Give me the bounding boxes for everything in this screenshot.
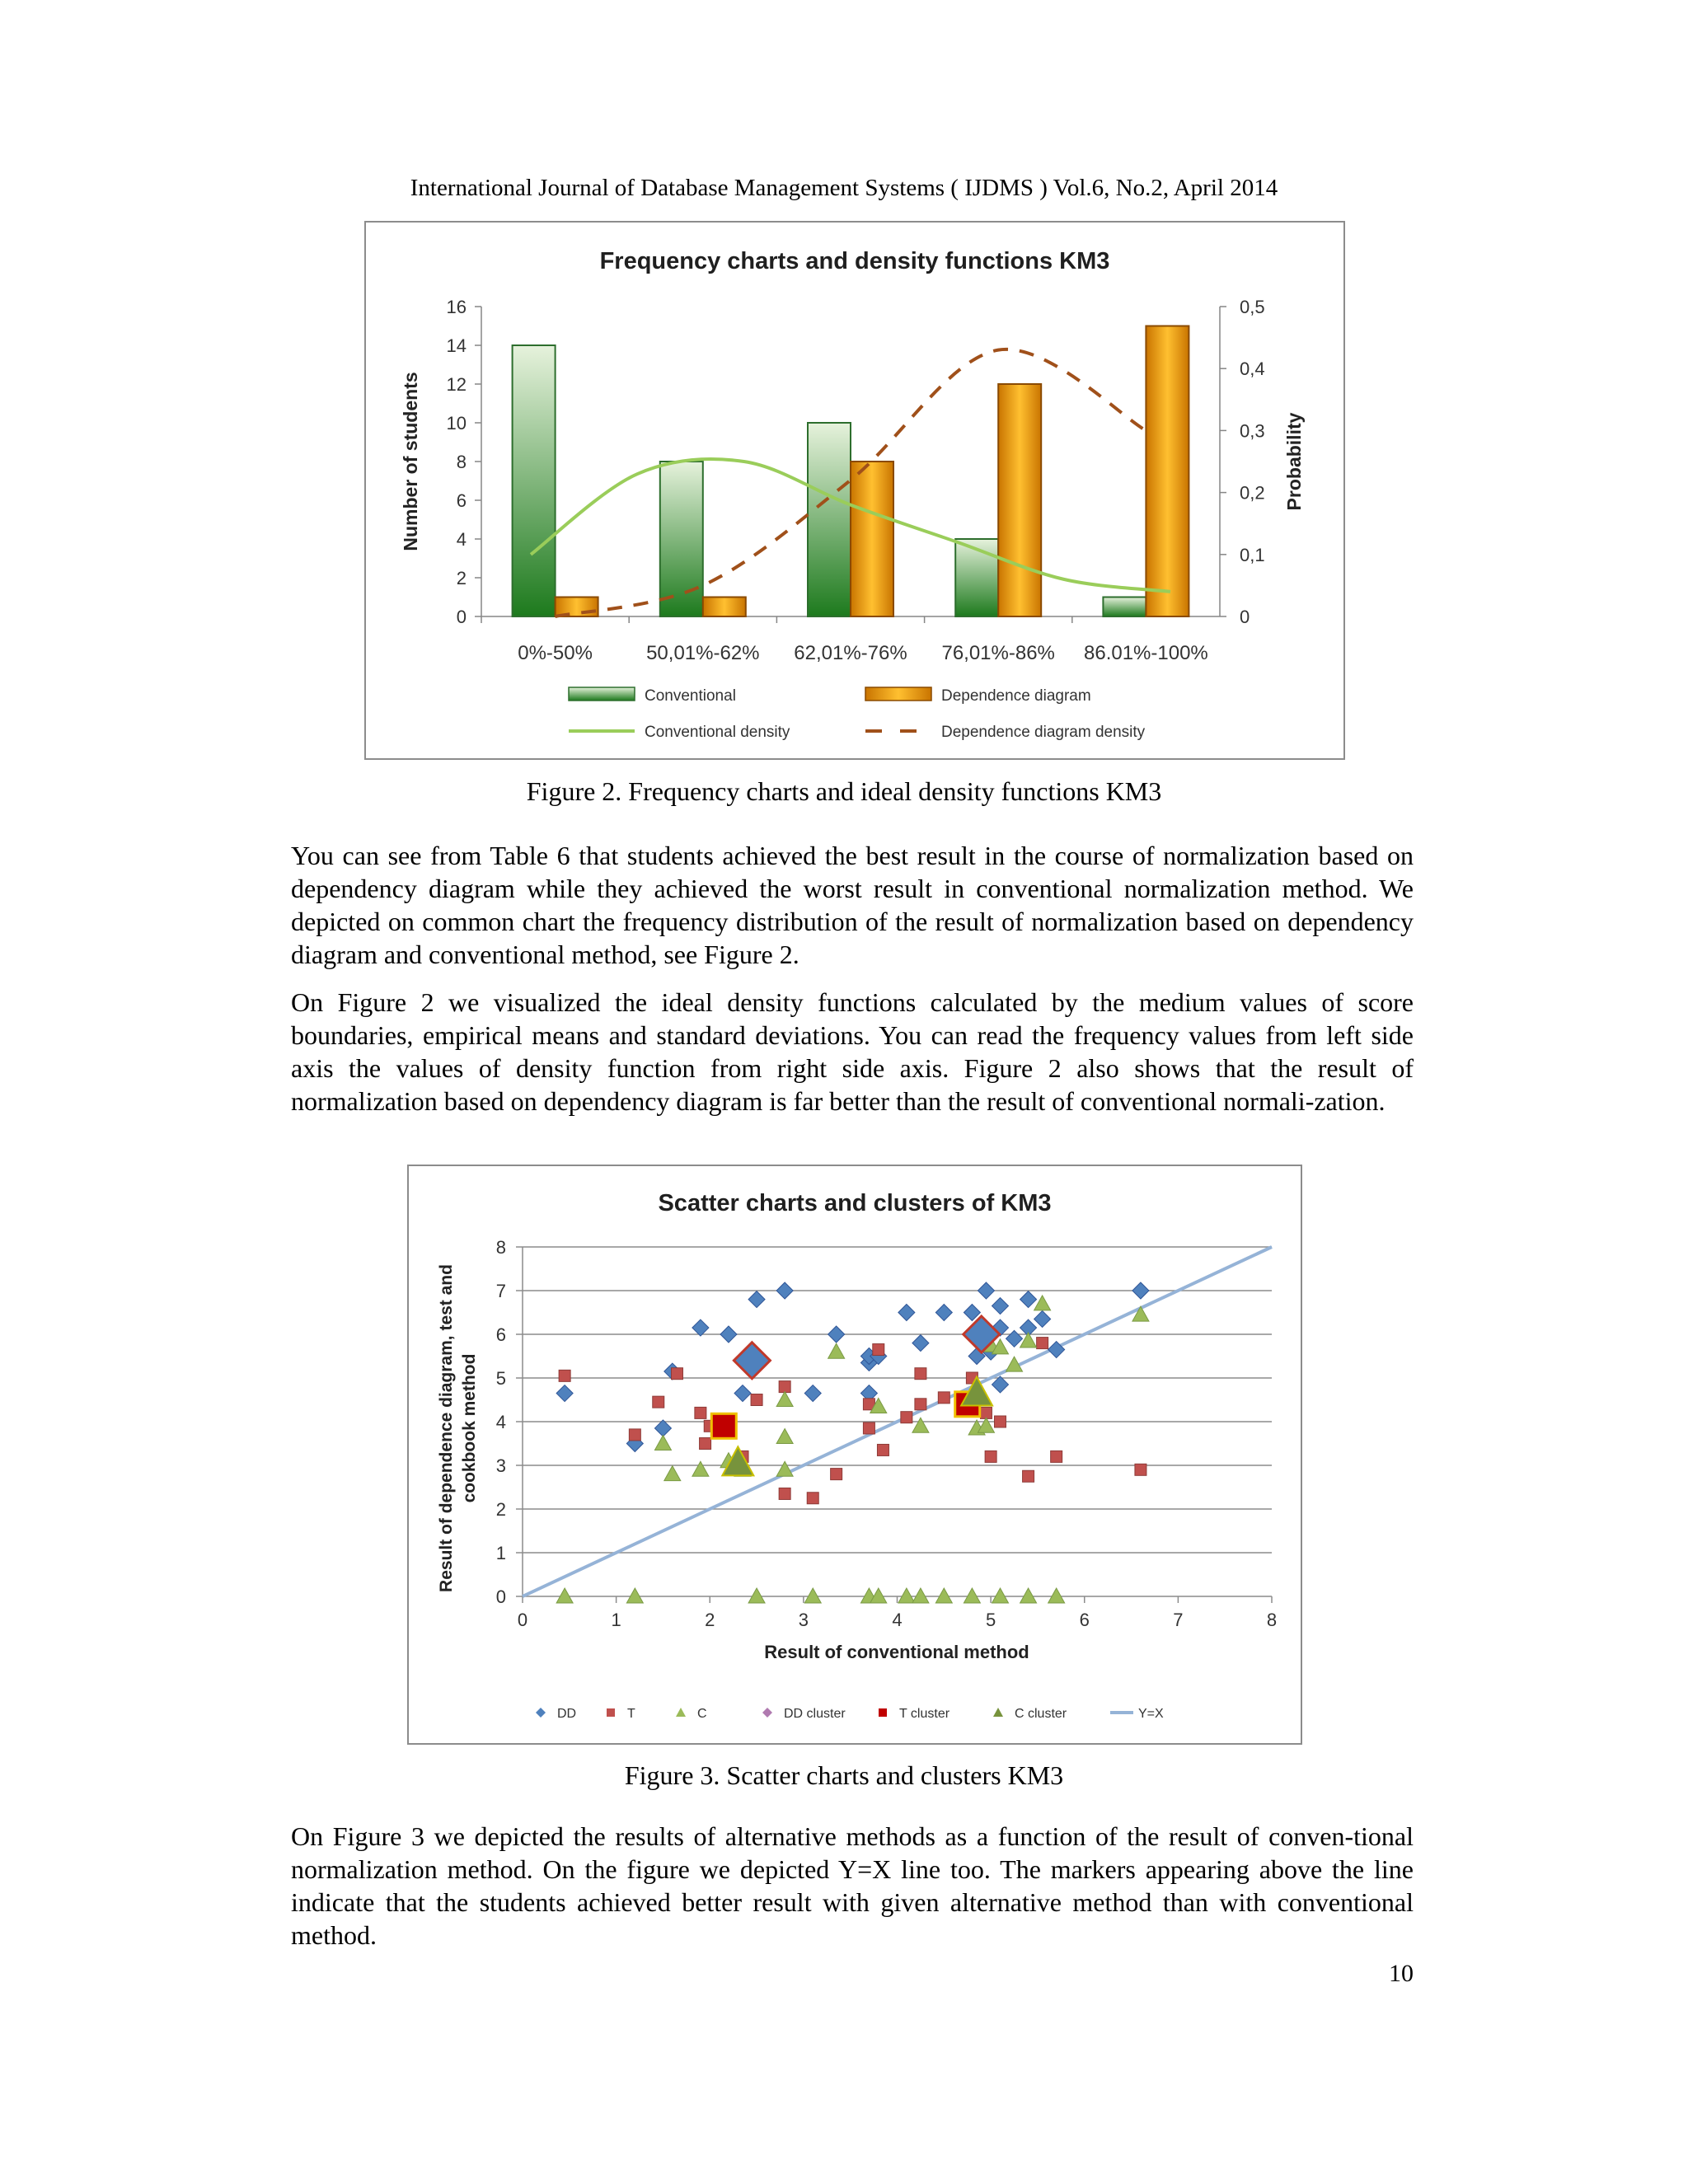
scatter-chart bbox=[409, 1166, 1301, 1743]
point-t bbox=[653, 1396, 664, 1408]
bar-conventional bbox=[660, 462, 703, 616]
point-c bbox=[964, 1588, 980, 1603]
x-tick-label: 0%-50% bbox=[518, 642, 593, 664]
legend-dependence-diagram-swatch bbox=[865, 687, 931, 701]
page-number: 10 bbox=[1389, 1960, 1414, 1987]
y-tick-label: 4 bbox=[495, 1412, 506, 1432]
legend-label-t: T bbox=[627, 1707, 635, 1721]
point-t bbox=[915, 1399, 926, 1410]
legend-swatch-dd-cluster bbox=[762, 1708, 772, 1718]
point-dd bbox=[748, 1291, 765, 1308]
x-tick-label: 5 bbox=[986, 1610, 996, 1630]
point-dd bbox=[898, 1305, 915, 1321]
x-tick-label: 62,01%-76% bbox=[794, 642, 907, 664]
point-dd bbox=[992, 1298, 1008, 1315]
y-tick-label: 2 bbox=[456, 568, 467, 588]
y2-tick-label: 0,2 bbox=[1240, 482, 1265, 504]
point-c bbox=[692, 1461, 709, 1476]
legend-swatch-t-cluster bbox=[879, 1708, 887, 1717]
point-c bbox=[898, 1588, 915, 1603]
legend-label-c: C bbox=[697, 1707, 707, 1721]
point-c bbox=[912, 1588, 929, 1603]
x-tick-label: 7 bbox=[1173, 1610, 1184, 1630]
y-tick-label: 6 bbox=[495, 1324, 506, 1345]
x-tick-label: 3 bbox=[798, 1610, 809, 1630]
figure-2-frame bbox=[364, 221, 1345, 760]
legend-conventional-swatch bbox=[569, 687, 635, 701]
x-tick-label: 2 bbox=[705, 1610, 715, 1630]
y-tick-label: 0 bbox=[495, 1586, 506, 1607]
point-c bbox=[912, 1418, 929, 1432]
x-axis-title: Result of conventional method bbox=[764, 1642, 1029, 1662]
bar-dependence-diagram bbox=[1146, 326, 1189, 617]
y-tick-label: 8 bbox=[495, 1237, 506, 1258]
point-dd bbox=[734, 1385, 751, 1402]
point-dd bbox=[776, 1282, 793, 1299]
chart-title: Scatter charts and clusters of KM3 bbox=[658, 1190, 1052, 1216]
point-t bbox=[831, 1469, 842, 1480]
legend-label-y-x: Y=X bbox=[1138, 1707, 1164, 1721]
point-c bbox=[748, 1588, 765, 1603]
point-dd bbox=[935, 1305, 952, 1321]
point-c bbox=[1020, 1588, 1037, 1603]
point-c bbox=[776, 1429, 793, 1444]
y2-axis-title: Probability bbox=[1283, 412, 1305, 511]
point-dd bbox=[720, 1326, 737, 1343]
point-dd bbox=[828, 1326, 845, 1343]
point-t bbox=[629, 1429, 640, 1441]
point-c bbox=[804, 1588, 821, 1603]
y2-tick-label: 0,5 bbox=[1240, 297, 1265, 317]
y-tick-label: 10 bbox=[446, 413, 467, 434]
y-tick-label: 5 bbox=[495, 1368, 506, 1389]
legend-label-t-cluster: T cluster bbox=[899, 1707, 950, 1721]
y2-tick-label: 0,4 bbox=[1240, 359, 1265, 380]
legend-conventional-density-label: Conventional density bbox=[645, 724, 790, 741]
x-tick-label: 8 bbox=[1266, 1610, 1278, 1630]
point-t bbox=[938, 1392, 950, 1404]
point-c bbox=[1034, 1296, 1051, 1310]
x-tick-label: 76,01%-86% bbox=[941, 642, 1055, 664]
bar-dependence-diagram bbox=[851, 462, 893, 616]
legend-label-dd-cluster: DD cluster bbox=[784, 1707, 846, 1721]
y-tick-label: 0 bbox=[456, 607, 467, 627]
point-t bbox=[1023, 1470, 1034, 1482]
y-tick-label: 4 bbox=[456, 529, 467, 550]
chart-title: Frequency charts and density functions KM3 bbox=[599, 248, 1110, 274]
y-tick-label: 2 bbox=[495, 1499, 506, 1520]
legend-swatch-t bbox=[607, 1708, 615, 1717]
point-c bbox=[992, 1588, 1008, 1603]
point-dd bbox=[1034, 1310, 1051, 1327]
figure-3-frame bbox=[407, 1165, 1302, 1745]
y2-tick-label: 0,3 bbox=[1240, 420, 1265, 442]
y2-tick-label: 0,1 bbox=[1240, 544, 1265, 565]
bar-conventional bbox=[1103, 598, 1146, 617]
point-dd bbox=[1006, 1330, 1023, 1347]
figure-2-caption: Figure 2. Frequency charts and ideal density functions KM3 bbox=[526, 776, 1162, 806]
point-dd bbox=[978, 1282, 994, 1299]
point-dd bbox=[912, 1335, 929, 1352]
bar-conventional bbox=[513, 345, 556, 616]
x-tick-label: 1 bbox=[611, 1610, 621, 1630]
point-t bbox=[807, 1493, 818, 1504]
point-c bbox=[654, 1436, 671, 1451]
y-tick-label: 8 bbox=[456, 452, 467, 472]
x-tick-label: 50,01%-62% bbox=[646, 642, 760, 664]
point-c bbox=[935, 1588, 952, 1603]
point-c bbox=[978, 1418, 994, 1432]
point-t bbox=[994, 1416, 1006, 1427]
legend-swatch-c-cluster bbox=[993, 1708, 1003, 1717]
y-tick-label: 3 bbox=[495, 1455, 506, 1476]
y-axis-title-line-1: Result of dependence diagram, test and bbox=[437, 1264, 456, 1592]
point-t bbox=[559, 1370, 570, 1381]
point-dd bbox=[654, 1420, 671, 1436]
point-t bbox=[1051, 1451, 1062, 1462]
point-t bbox=[1037, 1338, 1048, 1349]
point-dd bbox=[1020, 1291, 1037, 1308]
point-dd bbox=[692, 1319, 709, 1336]
running-header: International Journal of Database Management Systems ( IJDMS ) Vol.6, No.2, April 2014 bbox=[410, 175, 1278, 201]
frequency-chart bbox=[366, 223, 1343, 758]
point-dd bbox=[556, 1385, 573, 1402]
point-t bbox=[915, 1368, 926, 1380]
paragraph-1: You can see from Table 6 that students achieved the best result in the course of normalization based on dependency diagram while they achieved the worst result in conventional normalization method. We depicted on common chart the frequency distribution of the result of normalization based on dependency diagram and conventional method, see Figure 2. bbox=[291, 841, 1414, 969]
point-t bbox=[1135, 1464, 1146, 1475]
y2-tick-label: 0 bbox=[1240, 607, 1250, 627]
point-c bbox=[776, 1392, 793, 1407]
bar-dependence-diagram bbox=[998, 384, 1041, 616]
paragraph-3: On Figure 3 we depicted the results of alternative methods as a function of the result of conven-tional normalization method. On the figure we depicted Y=X line too. The markers appearing above the line indicate that the students achieved better result with given alternative method than with conventional method. bbox=[291, 1821, 1414, 1950]
legend-conventional-label: Conventional bbox=[645, 687, 736, 705]
point-c bbox=[828, 1343, 845, 1358]
point-t bbox=[877, 1444, 889, 1455]
point-t bbox=[695, 1407, 706, 1418]
point-t-cluster bbox=[711, 1413, 736, 1438]
point-t bbox=[985, 1451, 996, 1462]
y-tick-label: 16 bbox=[446, 297, 467, 317]
point-dd-cluster bbox=[734, 1343, 770, 1379]
x-tick-label: 86.01%-100% bbox=[1084, 642, 1208, 664]
legend-label-dd: DD bbox=[557, 1707, 577, 1721]
point-dd bbox=[992, 1376, 1008, 1393]
paragraph-2: On Figure 2 we visualized the ideal density functions calculated by the medium values of score boundaries, empirical means and standard deviations. You can read the frequency values from left side axis the values of density function from right side axis. Figure 2 also shows that the result of normalization based on dependency diagram is far better than the result of conventional normali-zation. bbox=[291, 987, 1414, 1116]
legend-dependence-diagram-density-label: Dependence diagram density bbox=[941, 724, 1146, 741]
point-c bbox=[556, 1588, 573, 1603]
bar-dependence-diagram bbox=[703, 598, 746, 617]
point-t bbox=[751, 1394, 762, 1406]
point-c bbox=[776, 1461, 793, 1476]
point-t bbox=[873, 1344, 884, 1356]
point-c bbox=[626, 1588, 643, 1603]
point-dd bbox=[1132, 1282, 1149, 1299]
figure-3-caption: Figure 3. Scatter charts and clusters KM3 bbox=[624, 1760, 1064, 1790]
point-c bbox=[664, 1466, 681, 1481]
bar-conventional bbox=[808, 423, 851, 616]
y-axis-title: Number of students bbox=[400, 372, 421, 551]
y-tick-label: 7 bbox=[495, 1281, 506, 1301]
x-tick-label: 6 bbox=[1079, 1610, 1090, 1630]
point-dd bbox=[804, 1385, 821, 1402]
point-t bbox=[901, 1412, 912, 1423]
y-tick-label: 1 bbox=[495, 1543, 506, 1563]
y-tick-label: 14 bbox=[446, 335, 467, 356]
x-tick-label: 0 bbox=[517, 1610, 528, 1630]
point-t bbox=[700, 1438, 711, 1450]
point-c bbox=[1048, 1588, 1065, 1603]
legend-swatch-dd bbox=[536, 1708, 546, 1718]
y-axis-title-line-2: cookbook method bbox=[460, 1353, 479, 1503]
y-tick-label: 12 bbox=[446, 374, 467, 395]
point-t bbox=[671, 1368, 682, 1380]
y-tick-label: 6 bbox=[456, 490, 467, 511]
point-t bbox=[779, 1488, 790, 1499]
point-t bbox=[863, 1422, 874, 1434]
legend-label-c-cluster: C cluster bbox=[1015, 1707, 1067, 1721]
bar-dependence-diagram bbox=[556, 598, 598, 617]
point-c bbox=[1132, 1306, 1149, 1321]
legend-swatch-c bbox=[676, 1708, 686, 1717]
x-tick-label: 4 bbox=[892, 1610, 903, 1630]
legend-dependence-diagram-label: Dependence diagram bbox=[941, 687, 1091, 705]
